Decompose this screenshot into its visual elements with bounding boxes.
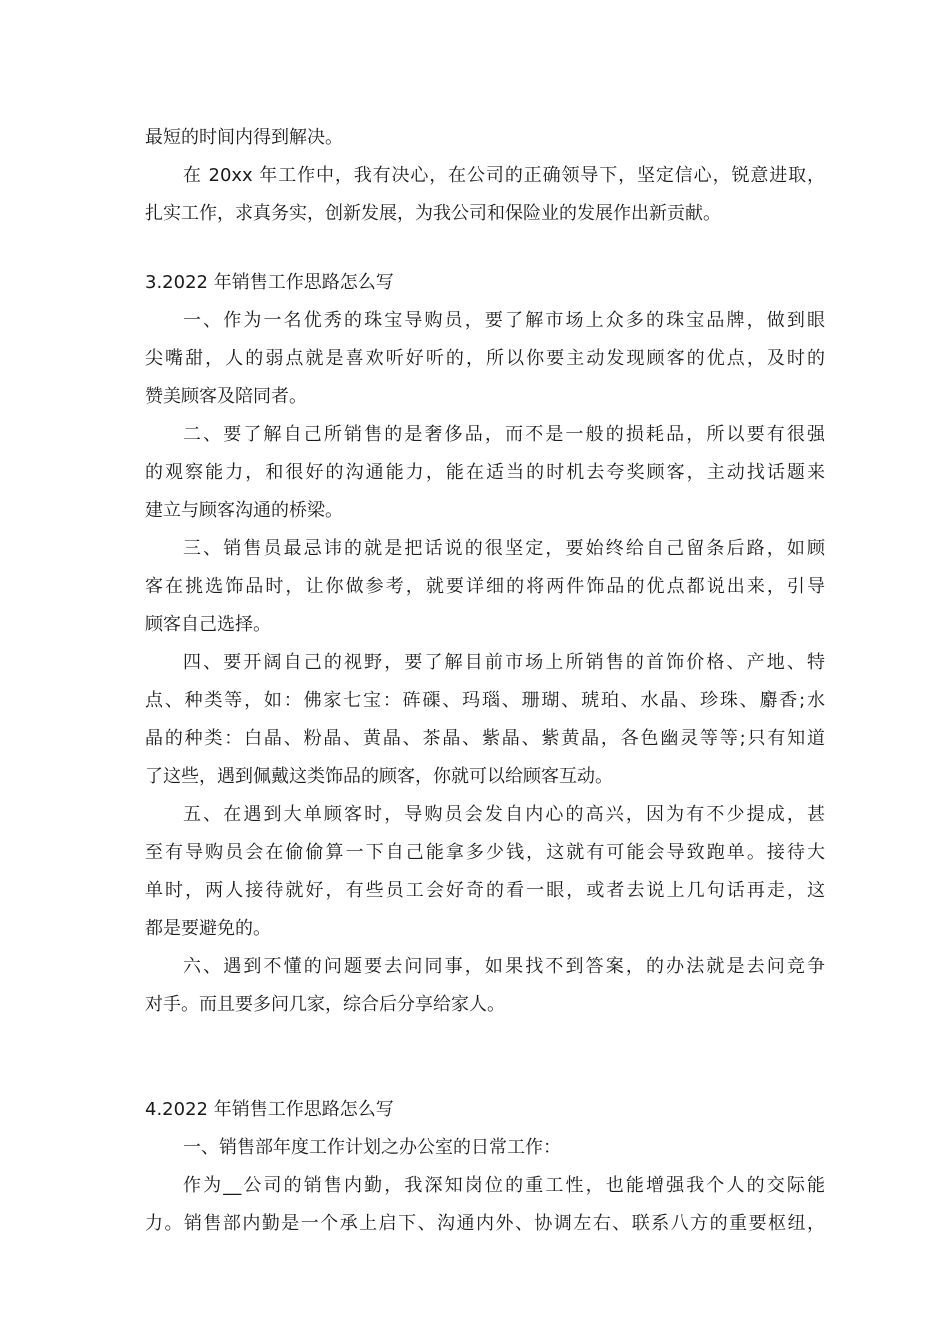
text-line: 在 20xx 年工作中，我有决心，在公司的正确领导下，坚定信心，锐意进取， (183, 165, 825, 186)
text-line: 的观察能力，和很好的沟通能力，能在适当的时机去夸奖顾客，主动找话题来 (145, 462, 825, 483)
text-line: 五、在遇到大单顾客时，导购员会发自内心的高兴，因为有不少提成，甚 (183, 804, 825, 825)
text-line: 四、要开阔自己的视野，要了解目前市场上所销售的首饰价格、产地、特 (183, 652, 825, 673)
text-line: 至有导购员会在偷偷算一下自己能拿多少钱，这就有可能会导致跑单。接待大 (145, 842, 825, 863)
text-line: 对手。而且要多问几家，综合后分享给家人。 (145, 994, 505, 1015)
text-line: 三、销售员最忌讳的就是把话说的很坚定，要始终给自己留条后路，如顾 (183, 538, 825, 559)
text-line: 扎实工作，求真务实，创新发展，为我公司和保险业的发展作出新贡献。 (145, 203, 721, 224)
text-line: 客在挑选饰品时，让你做参考，就要详细的将两件饰品的优点都说出来，引导 (145, 576, 825, 597)
text-line: 尖嘴甜，人的弱点就是喜欢听好听的，所以你要主动发现顾客的优点，及时的 (145, 348, 825, 369)
text-line: 作为__公司的销售内勤，我深知岗位的重工性，也能增强我个人的交际能 (183, 1175, 825, 1196)
text-line: 了这些，遇到佩戴这类饰品的顾客，你就可以给顾客互动。 (145, 766, 613, 787)
text-line: 都是要避免的。 (145, 918, 271, 939)
text-line: 六、遇到不懂的问题要去问同事，如果找不到答案，的办法就是去问竞争 (183, 956, 825, 977)
text-line: 一、销售部年度工作计划之办公室的日常工作： (183, 1137, 561, 1158)
text-line: 最短的时间内得到解决。 (145, 127, 343, 148)
section-heading: 3.2022 年销售工作思路怎么写 (145, 272, 394, 293)
text-line: 建立与顾客沟通的桥梁。 (145, 500, 343, 521)
section-heading: 4.2022 年销售工作思路怎么写 (145, 1099, 394, 1120)
text-line: 一、作为一名优秀的珠宝导购员，要了解市场上众多的珠宝品牌，做到眼 (183, 310, 825, 331)
text-line: 力。销售部内勤是一个承上启下、沟通内外、协调左右、联系八方的重要枢纽， (145, 1213, 825, 1234)
text-line: 赞美顾客及陪同者。 (145, 386, 307, 407)
text-line: 二、要了解自己所销售的是奢侈品，而不是一般的损耗品，所以要有很强 (183, 424, 825, 445)
text-line: 单时，两人接待就好，有些员工会好奇的看一眼，或者去说上几句话再走，这 (145, 880, 825, 901)
text-line: 顾客自己选择。 (145, 614, 271, 635)
text-line: 晶的种类：白晶、粉晶、黄晶、茶晶、紫晶、紫黄晶，各色幽灵等等;只有知道 (145, 728, 825, 749)
text-line: 点、种类等，如：佛家七宝：砗磲、玛瑙、珊瑚、琥珀、水晶、珍珠、麝香;水 (145, 690, 825, 711)
